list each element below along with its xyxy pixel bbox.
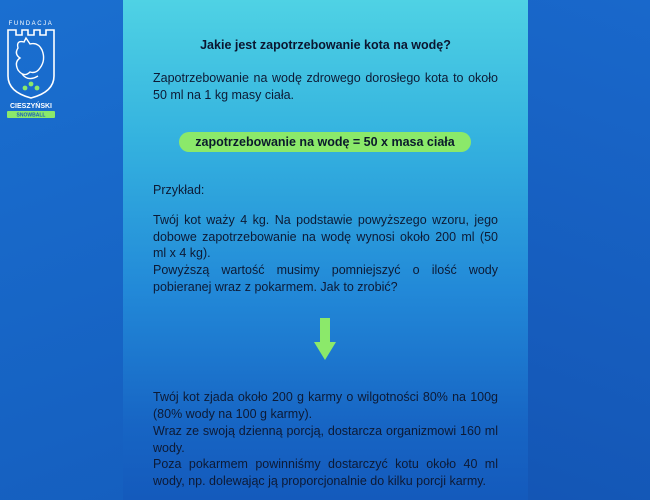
intro-paragraph: Zapotrzebowanie na wodę zdrowego dorosłego kota to około 50 ml na 1 kg masy ciała. xyxy=(153,71,498,102)
content-panel xyxy=(123,0,528,500)
result-paragraph-2: Wraz ze swoją dzienną porcją, dostarcza organizmowi 160 ml wody. xyxy=(153,424,498,455)
example-label: Przykład: xyxy=(153,183,205,197)
arrow-down-icon xyxy=(314,318,336,360)
example-paragraph-2: Powyższą wartość musimy pomniejszyć o ilość wody pobieranej wraz z pokarmem. Jak to zrobić? xyxy=(153,263,498,294)
result-paragraph-3: Poza pokarmem powinniśmy dostarczyć kotu około 40 ml wody, np. dolewając ją proporcjonalnie do kilku porcji karmy. xyxy=(153,457,498,488)
formula-pill: zapotrzebowanie na wodę = 50 x masa ciała xyxy=(179,132,471,152)
logo-top-text: FUNDACJA xyxy=(8,21,54,27)
foundation-logo xyxy=(2,18,60,120)
example-paragraph-1: Twój kot waży 4 kg. Na podstawie powyższego wzoru, jego dobowe zapotrzebowanie na wodę wynosi około 200 ml (50 ml x 4 kg). xyxy=(153,213,498,261)
logo-name-text: CIESZYŃSKI xyxy=(9,103,53,110)
left-background xyxy=(0,0,123,500)
right-background xyxy=(528,0,650,500)
logo-sub-text: SNOWBALL xyxy=(16,112,46,119)
result-paragraph-1: Twój kot zjada około 200 g karmy o wilgotności 80% na 100g (80% wody na 100 g karmy). xyxy=(153,390,498,421)
page-title: Jakie jest zapotrzebowanie kota na wodę? xyxy=(200,38,451,52)
